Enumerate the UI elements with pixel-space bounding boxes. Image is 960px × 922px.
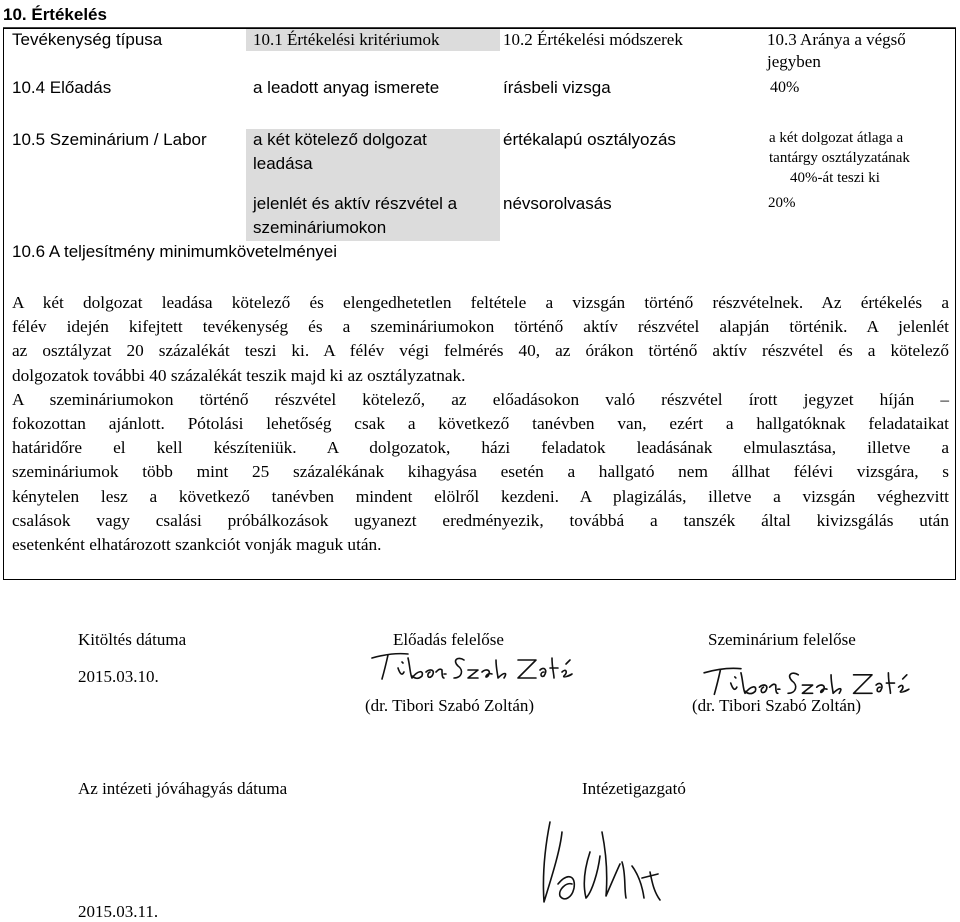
body-line: csalások vagy csalási próbálkozások ugyanezt eredményezik, továbbá a tanszék által kivizsgálás után [12, 510, 949, 530]
seminar-criterion1-line1: a két kötelező dolgozat [253, 130, 427, 149]
share-header-line1: 10.3 Aránya a végső [767, 30, 906, 49]
share-header-line2: jegyben [767, 52, 821, 71]
min-requirements-label: 10.6 A teljesítmény minimumkövetelményei [12, 242, 338, 261]
body-line: félév idején kifejtett tevékenység és a szemináriumokon történő aktív részvétel alapján történik. A jelenlét [12, 317, 949, 337]
approval-date-label: Az intézeti jóváhagyás dátuma [78, 779, 288, 798]
fill-date: 2015.03.10. [78, 667, 159, 686]
seminar-owner-signature [700, 662, 915, 700]
seminar-method2: névsorolvasás [503, 194, 612, 213]
body-line: szemináriumok több mint 25 százalékának kihagyása esetén a hallgató nem állhat félévi vizsgára, s [12, 462, 949, 482]
activity-type-header: Tevékenység típusa [12, 30, 163, 49]
seminar-share1-line2: tantárgy osztályzatának [769, 150, 910, 166]
seminar-share2: 20% [768, 195, 796, 211]
body-line: határidőre el kell készíteniük. A dolgozatok, házi feladatok leadásának elmulasztása, illetve a [12, 438, 949, 458]
seminar-criterion1-line2: leadása [253, 154, 313, 173]
body-line: fokozottan ajánlott. Pótolási lehetőség csak a következő tanévben van, ezért a hallgatóknak feladataikat [12, 414, 949, 434]
requirements-text [12, 291, 949, 557]
lecture-criterion: a leadott anyag ismerete [253, 78, 440, 97]
seminar-owner-label: Szeminárium felelőse [708, 630, 856, 649]
lecture-owner-name: (dr. Tibori Szabó Zoltán) [365, 696, 535, 715]
seminar-type: 10.5 Szeminárium / Labor [12, 130, 207, 149]
lecture-method: írásbeli vizsga [503, 78, 611, 97]
fill-date-label: Kitöltés dátuma [78, 630, 187, 649]
criteria-header: 10.1 Értékelési kritériumok [253, 30, 440, 49]
body-line: A két dolgozat leadása kötelező és elengedhetetlen feltétele a vizsgán történő részvételnek. Az értékelés a [12, 293, 949, 312]
lecture-type: 10.4 Előadás [12, 78, 112, 97]
director-signature [520, 812, 680, 908]
seminar-owner-name: (dr. Tibori Szabó Zoltán) [692, 696, 862, 715]
body-line: dolgozatok további 40 százalékát teszik majd ki az osztályzatnak. [12, 365, 466, 385]
body-line: A szemináriumokon történő részvétel kötelező, az előadásokon való részvétel írott jegyzet híján – [12, 389, 949, 409]
seminar-share1-line3: 40%-át teszi ki [790, 170, 880, 186]
seminar-share1-line1: a két dolgozat átlaga a [769, 130, 904, 146]
lecture-owner-signature [368, 648, 578, 684]
section-title: 10. Értékelés [3, 5, 107, 24]
lecture-share: 40% [770, 79, 800, 96]
seminar-method1: értékalapú osztályozás [503, 130, 676, 149]
seminar-criterion2-line1: jelenlét és aktív részvétel a [253, 194, 458, 213]
director-label: Intézetigazgató [582, 779, 686, 798]
methods-header: 10.2 Értékelési módszerek [503, 30, 683, 49]
body-line: az osztályzat 20 százalékát teszi ki. A félév végi felmérés 40, az órákon történő aktív részvétel és a kötelező [12, 341, 949, 361]
seminar-criterion2-line2: szemináriumokon [253, 218, 387, 237]
lecture-owner-label: Előadás felelőse [393, 630, 504, 649]
approval-date: 2015.03.11. [78, 902, 159, 921]
body-line: esetenként elhatározott szankciót vonják maguk után. [12, 535, 382, 555]
body-line: kénytelen lesz a következő tanévben mindent elölről kezdeni. A plagizálás, illetve a vizsgán véghezvitt [12, 486, 949, 506]
